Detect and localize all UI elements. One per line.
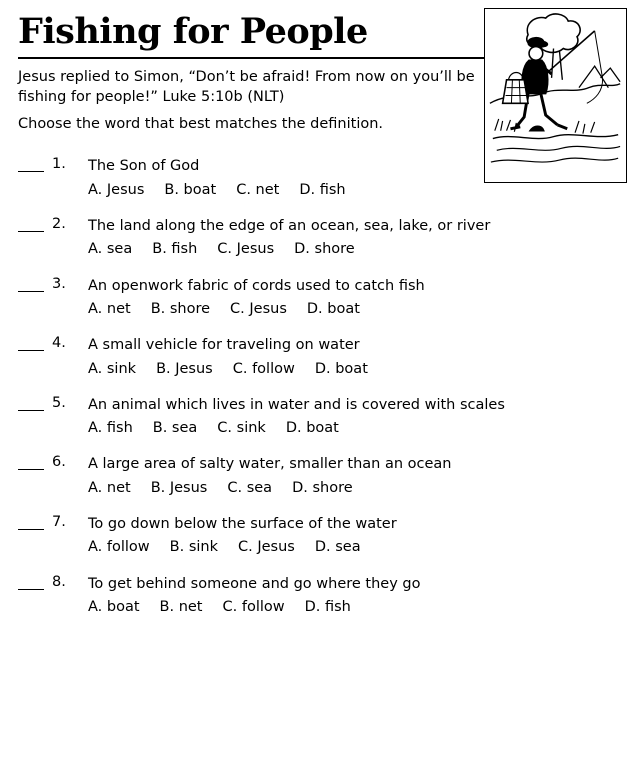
answer-blank[interactable] (18, 454, 44, 470)
question-item (18, 216, 623, 260)
choice-b[interactable]: B. Jesus (156, 360, 213, 377)
question-item (18, 335, 623, 379)
choice-a[interactable]: A. net (88, 300, 131, 317)
question-number: 7. (52, 514, 66, 531)
answer-blank[interactable] (18, 156, 44, 172)
question-body (74, 514, 623, 558)
choice-c[interactable]: C. follow (232, 360, 295, 377)
choice-b[interactable]: B. fish (152, 241, 198, 258)
question-number: 8. (52, 573, 66, 590)
question-body (74, 335, 623, 379)
choice-c[interactable]: C. Jesus (230, 300, 287, 317)
question-body (74, 276, 623, 320)
question-choices (88, 418, 623, 438)
question-body (74, 454, 623, 498)
choice-b[interactable]: B. sink (169, 539, 218, 556)
question-text: The land along the edge of an ocean, sea, lake, or river (88, 218, 491, 235)
question-item (18, 454, 623, 498)
choice-b[interactable]: B. net (159, 598, 203, 615)
question-text: To go down below the surface of the water (88, 516, 397, 533)
choice-d[interactable]: D. fish (299, 181, 346, 198)
question-number: 5. (52, 394, 66, 411)
question-item (18, 276, 623, 320)
answer-blank[interactable] (18, 514, 44, 530)
question-text: An animal which lives in water and is covered with scales (88, 396, 505, 413)
question-number: 2. (52, 216, 66, 233)
choice-d[interactable]: D. shore (294, 241, 355, 258)
question-item (18, 514, 623, 558)
choice-a[interactable]: A. sea (88, 241, 133, 258)
question-item (18, 395, 623, 439)
choice-d[interactable]: D. boat (285, 420, 339, 437)
question-text: A large area of salty water, smaller than an ocean (88, 456, 452, 473)
question-body (74, 395, 623, 439)
page-title: Fishing for People (18, 11, 368, 52)
question-number: 3. (52, 275, 66, 292)
question-number: 1. (52, 156, 66, 173)
answer-blank[interactable] (18, 335, 44, 351)
choice-d[interactable]: D. sea (314, 539, 361, 556)
question-number: 6. (52, 454, 66, 471)
answer-blank[interactable] (18, 395, 44, 411)
instructions: Choose the word that best matches the definition. (18, 115, 384, 132)
choice-a[interactable]: A. net (88, 479, 131, 496)
answer-blank[interactable] (18, 216, 44, 232)
question-text: To get behind someone and go where they go (88, 575, 421, 592)
question-text: A small vehicle for traveling on water (88, 337, 360, 354)
choice-b[interactable]: B. shore (150, 300, 211, 317)
question-choices (88, 299, 623, 319)
choice-c[interactable]: C. Jesus (238, 539, 295, 556)
choice-d[interactable]: D. boat (314, 360, 368, 377)
fisherman-clipart (484, 8, 627, 183)
question-item (18, 574, 623, 618)
question-number: 4. (52, 335, 66, 352)
choice-c[interactable]: C. sink (217, 420, 266, 437)
choice-c[interactable]: C. net (236, 181, 280, 198)
question-choices (88, 478, 623, 498)
choice-a[interactable]: A. boat (88, 598, 140, 615)
question-text: The Son of God (88, 158, 200, 175)
intro-block (18, 59, 488, 135)
choice-b[interactable]: B. sea (152, 420, 198, 437)
choice-d[interactable]: D. shore (292, 479, 353, 496)
question-choices (88, 597, 623, 617)
fisherman-illustration (485, 9, 625, 181)
choice-a[interactable]: A. follow (88, 539, 150, 556)
answer-blank[interactable] (18, 574, 44, 590)
question-body (74, 574, 623, 618)
choice-c[interactable]: C. sea (227, 479, 273, 496)
choice-b[interactable]: B. Jesus (150, 479, 208, 496)
question-text: An openwork fabric of cords used to catch fish (88, 277, 425, 294)
question-body (74, 216, 623, 260)
question-choices (88, 537, 623, 557)
question-choices (88, 239, 623, 259)
choice-d[interactable]: D. fish (304, 598, 351, 615)
choice-c[interactable]: C. follow (222, 598, 285, 615)
question-list (0, 134, 641, 617)
choice-a[interactable]: A. fish (88, 420, 133, 437)
choice-a[interactable]: A. Jesus (88, 181, 145, 198)
choice-d[interactable]: D. boat (306, 300, 360, 317)
question-choices (88, 359, 623, 379)
choice-a[interactable]: A. sink (88, 360, 137, 377)
choice-c[interactable]: C. Jesus (217, 241, 275, 258)
answer-blank[interactable] (18, 276, 44, 292)
scripture-verse: Jesus replied to Simon, “Don’t be afraid! From now on you’ll be fishing for people!” Luke 5:10b (NLT) (18, 68, 475, 106)
worksheet-header (0, 0, 641, 134)
choice-b[interactable]: B. boat (164, 181, 217, 198)
